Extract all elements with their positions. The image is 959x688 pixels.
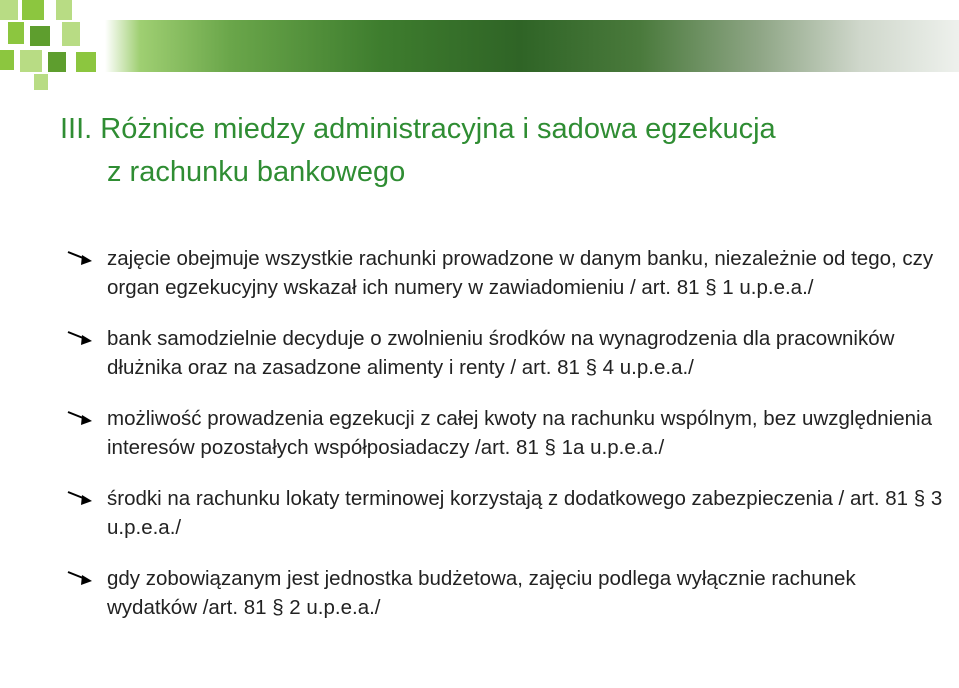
- banner-gradient-bar: [0, 20, 959, 72]
- arrow-right-icon: [66, 490, 92, 508]
- list-item: [60, 244, 950, 302]
- decor-square: [8, 22, 24, 44]
- bullet-list: [60, 244, 950, 622]
- decor-square: [56, 0, 72, 20]
- bullet-text: możliwość prowadzenia egzekucji z całej kwoty na rachunku wspólnym, bez uwzględnienia interesów pozostałych współposiadaczy /art. 81 § 1a u.p.e.a./: [107, 407, 932, 459]
- decor-square: [22, 0, 44, 20]
- header-banner: [0, 0, 959, 92]
- bullet-text: środki na rachunku lokaty terminowej korzystają z dodatkowego zabezpieczenia / art. 81 § 3 u.p.e.a./: [107, 487, 943, 539]
- arrow-right-icon: [66, 410, 92, 428]
- decor-square: [30, 26, 50, 46]
- list-item: [60, 324, 950, 382]
- decor-square: [0, 0, 18, 20]
- decor-square: [20, 50, 42, 72]
- bullet-text: zajęcie obejmuje wszystkie rachunki prowadzone w danym banku, niezależnie od tego, czy organ egzekucyjny wskazał ich numery w zawiadomieniu / art. 81 § 1 u.p.e.a./: [107, 247, 934, 299]
- arrow-right-icon: [66, 250, 92, 268]
- decor-square: [76, 52, 96, 72]
- bullet-text: gdy zobowiązanym jest jednostka budżetowa, zajęciu podlega wyłącznie rachunek wydatków /art. 81 § 2 u.p.e.a./: [107, 567, 856, 619]
- list-item: [60, 564, 950, 622]
- decor-square: [48, 52, 66, 72]
- arrow-right-icon: [66, 330, 92, 348]
- title-line-2: z rachunku bankowego: [107, 156, 406, 188]
- title-line-1: III. Różnice miedzy administracyjna i sadowa egzekucja: [60, 113, 776, 145]
- arrow-right-icon: [66, 570, 92, 588]
- decor-square: [62, 22, 80, 46]
- slide-title: [60, 108, 940, 194]
- list-item: [60, 404, 950, 462]
- bullet-text: bank samodzielnie decyduje o zwolnieniu środków na wynagrodzenia dla pracowników dłużnika oraz na zasadzone alimenty i renty / art. 81 § 4 u.p.e.a./: [107, 327, 895, 379]
- decor-square: [0, 50, 14, 70]
- list-item: [60, 484, 950, 542]
- decor-square: [34, 74, 48, 90]
